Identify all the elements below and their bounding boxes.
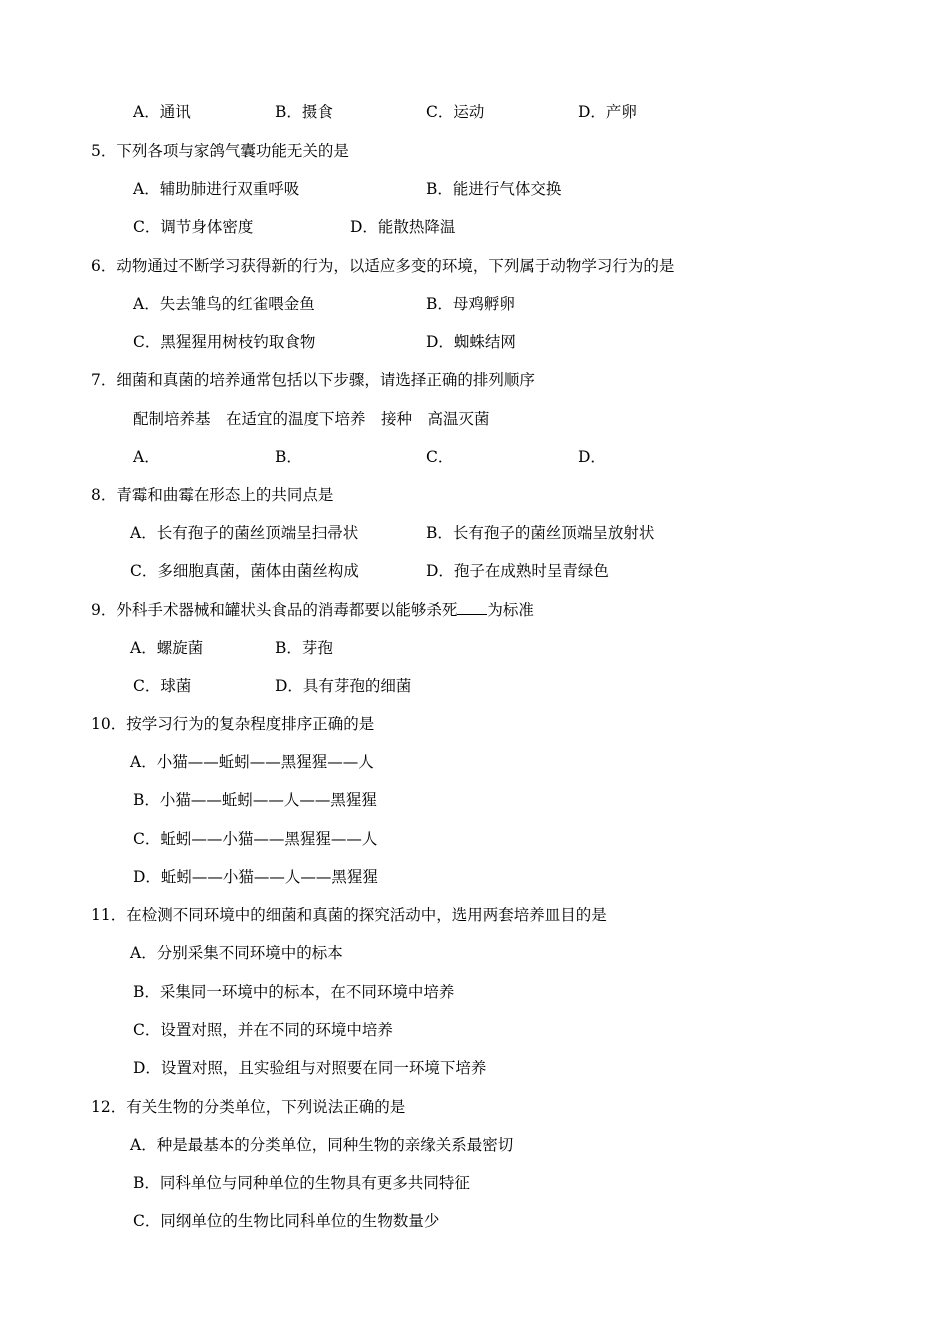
q9-option-a: A．螺旋菌 [130,639,204,657]
q10-option-a: A．小猫——蚯蚓——黑猩猩——人 [130,753,374,771]
q5-option-c: C．调节身体密度 [133,218,254,236]
q6-option-a: A．失去雏鸟的红雀喂金鱼 [133,295,315,313]
q6-option-d: D．蜘蛛结网 [426,333,516,351]
q8-stem: 8．青霉和曲霉在形态上的共同点是 [91,486,334,504]
q7-stem: 7．细菌和真菌的培养通常包括以下步骤，请选择正确的排列顺序 [91,371,535,389]
q7-steps: 配制培养基 在适宜的温度下培养 接种 高温灭菌 [133,410,490,428]
q5-option-a: A．辅助肺进行双重呼吸 [133,180,300,198]
q4-option-c: C．运动 [426,103,485,121]
q11-option-b: B．采集同一环境中的标本，在不同环境中培养 [133,983,455,1001]
q4-option-d: D．产卵 [578,103,637,121]
answer-blank [457,600,487,615]
q11-stem: 11．在检测不同环境中的细菌和真菌的探究活动中，选用两套培养皿目的是 [91,906,607,924]
q8-option-c: C．多细胞真菌，菌体由菌丝构成 [130,562,359,580]
q11-option-d: D．设置对照，且实验组与对照要在同一环境下培养 [133,1059,487,1077]
q5-stem: 5．下列各项与家鸽气囊功能无关的是 [91,142,349,160]
q6-option-b: B．母鸡孵卵 [426,295,515,313]
q4-option-a: A．通讯 [133,103,191,121]
q10-option-b: B．小猫——蚯蚓——人——黑猩猩 [133,791,377,809]
q6-option-c: C．黑猩猩用树枝钓取食物 [133,333,316,351]
q12-stem: 12．有关生物的分类单位，下列说法正确的是 [91,1098,406,1116]
q9-stem-before: 9．外科手术器械和罐状头食品的消毒都要以能够杀死 [91,601,458,619]
q9-stem [91,600,534,620]
q11-option-c: C．设置对照，并在不同的环境中培养 [133,1021,393,1039]
q8-option-a: A．长有孢子的菌丝顶端呈扫帚状 [130,524,359,542]
q10-option-d: D．蚯蚓——小猫——人——黑猩猩 [133,868,378,886]
q4-option-b: B．摄食 [275,103,333,121]
q9-stem-after: 为标准 [487,601,534,619]
q7-option-a: A． [133,448,160,466]
q11-option-a: A．分别采集不同环境中的标本 [130,944,343,962]
q7-option-c: C． [426,448,454,466]
q12-option-b: B．同科单位与同种单位的生物具有更多共同特征 [133,1174,470,1192]
q5-option-b: B．能进行气体交换 [426,180,562,198]
q7-option-b: B． [275,448,302,466]
q9-option-d: D．具有芽孢的细菌 [275,677,412,695]
q8-option-b: B．长有孢子的菌丝顶端呈放射状 [426,524,655,542]
q9-option-c: C．球菌 [133,677,192,695]
q10-stem: 10．按学习行为的复杂程度排序正确的是 [91,715,375,733]
q12-option-c: C．同纲单位的生物比同科单位的生物数量少 [133,1212,440,1230]
q8-option-d: D．孢子在成熟时呈青绿色 [426,562,609,580]
q5-option-d: D．能散热降温 [350,218,456,236]
q12-option-a: A．种是最基本的分类单位，同种生物的亲缘关系最密切 [130,1136,514,1154]
q9-option-b: B．芽孢 [275,639,333,657]
q7-option-d: D． [578,448,606,466]
q10-option-c: C．蚯蚓——小猫——黑猩猩——人 [133,830,378,848]
q6-stem: 6．动物通过不断学习获得新的行为，以适应多变的环境，下列属于动物学习行为的是 [91,257,675,275]
